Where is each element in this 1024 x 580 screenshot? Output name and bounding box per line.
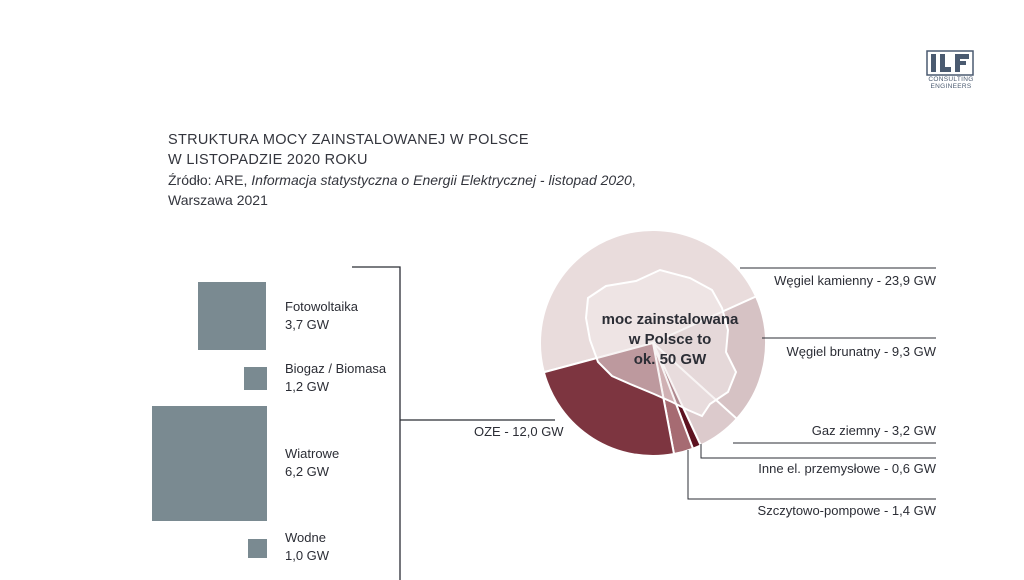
source-line-2: Warszawa 2021 — [168, 192, 268, 208]
bar-value: 1,2 GW — [285, 379, 330, 394]
bar-value: 3,7 GW — [285, 317, 330, 332]
slice-label-gaz-ziemny: Gaz ziemny - 3,2 GW — [811, 423, 936, 438]
bracket-line — [352, 267, 400, 580]
leader-inne — [701, 444, 936, 458]
pie-center-label — [570, 310, 770, 370]
center-line-2: w Polsce to — [628, 331, 712, 348]
slice-label-wegiel-brunatny: Węgiel brunatny - 9,3 GW — [786, 344, 936, 359]
chart-title-line-1: STRUKTURA MOCY ZAINSTALOWANEJ W POLSCE — [168, 132, 529, 148]
bar-name: Wiatrowe — [285, 446, 340, 461]
source-prefix: Źródło: ARE, — [168, 172, 252, 188]
center-line-3: ok. 50 GW — [633, 351, 707, 368]
bar-value: 6,2 GW — [285, 464, 330, 479]
bar-name: Fotowoltaika — [285, 299, 358, 314]
source-suffix: , — [631, 172, 636, 188]
bar-value: 1,0 GW — [285, 548, 330, 563]
source-italic: Informacja statystyczna o Energii Elektrycznej - listopad 2020 — [251, 172, 632, 188]
slice-label-inne: Inne el. przemysłowe - 0,6 GW — [758, 461, 936, 476]
chart-title-line-2: W LISTOPADZIE 2020 ROKU — [168, 152, 368, 168]
logo-text-consulting: CONSULTING — [928, 76, 974, 83]
logo-text-engineers: ENGINEERS — [930, 83, 972, 90]
slice-label-oze: OZE - 12,0 GW — [474, 424, 564, 439]
bar-name: Wodne — [285, 530, 326, 545]
slice-label-wegiel-kamienny: Węgiel kamienny - 23,9 GW — [774, 273, 936, 288]
bar-name: Biogaz / Biomasa — [285, 361, 387, 376]
slice-label-szczytowo: Szczytowo-pompowe - 1,4 GW — [757, 503, 936, 518]
center-line-1: moc zainstalowana — [601, 311, 739, 328]
